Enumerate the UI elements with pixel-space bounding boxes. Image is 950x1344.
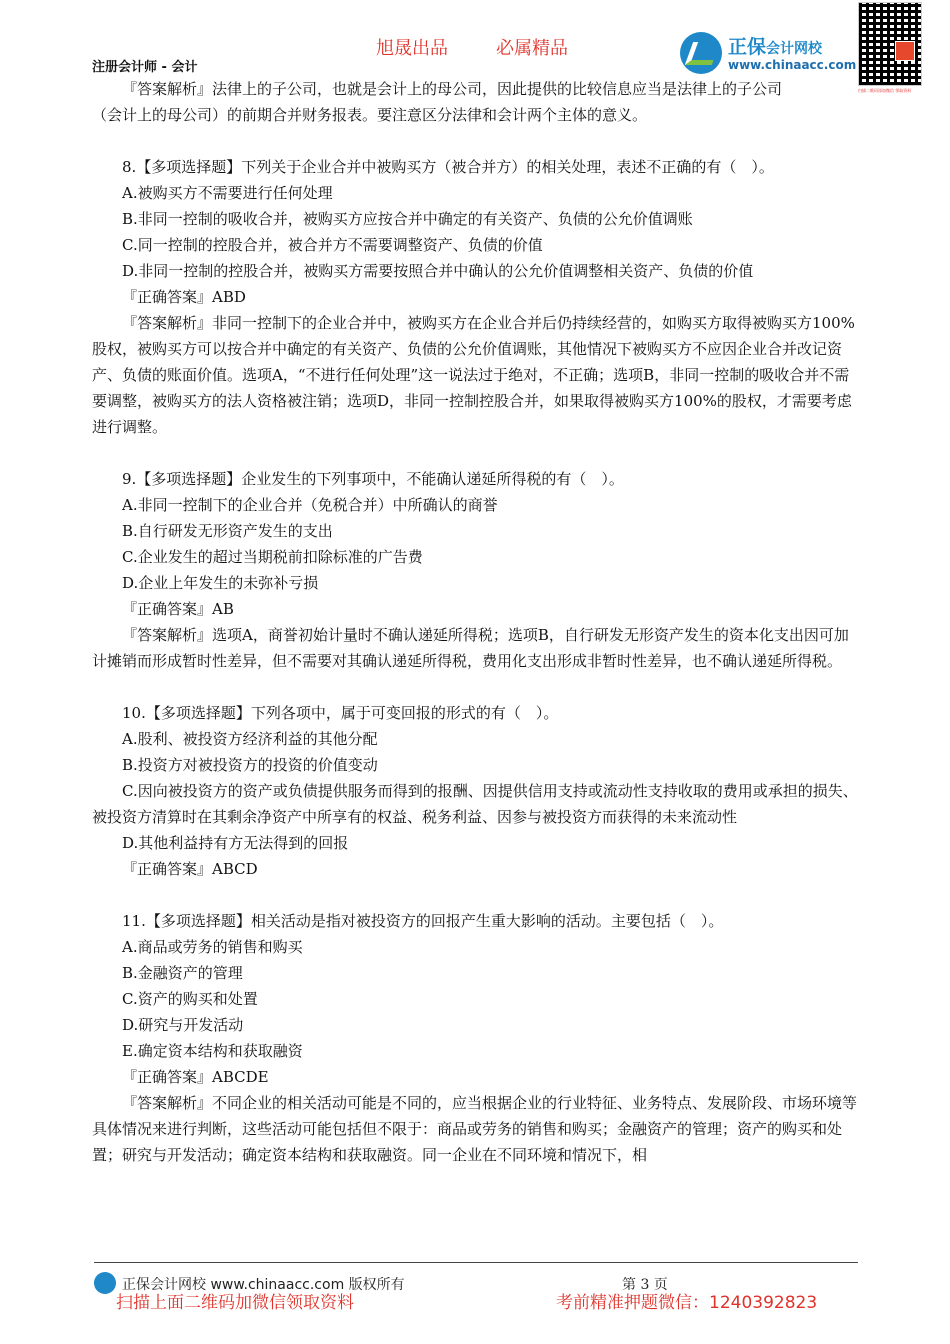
answer: 『正确答案』AB	[122, 600, 234, 618]
slogan-left: 旭晟出品	[376, 38, 448, 59]
footer-copyright: 正保会计网校 www.chinaacc.com 版权所有	[122, 1277, 405, 1293]
answer: 『正确答案』ABCD	[122, 860, 258, 878]
question-stem: 9.【多项选择题】企业发生的下列事项中，不能确认递延所得税的有（ ）。	[122, 470, 624, 488]
question-stem: 11.【多项选择题】相关活动是指对被投资方的回报产生重大影响的活动。主要包括（ ）。	[122, 912, 724, 930]
answer: 『正确答案』ABD	[122, 288, 246, 306]
footer-divider	[94, 1262, 858, 1263]
footer-promo-right: 考前精准押题微信：1240392823	[556, 1293, 818, 1313]
qr-code-icon	[858, 2, 922, 86]
slogan-right: 必属精品	[496, 38, 568, 59]
option: B.投资方对被投资方的投资的价值变动	[122, 756, 378, 774]
option: A.被购买方不需要进行任何处理	[122, 184, 333, 202]
logo-icon	[680, 32, 722, 74]
answer: 『正确答案』ABCDE	[122, 1068, 269, 1086]
intro-line: （会计上的母公司）的前期合并财务报表。要注意区分法律和会计两个主体的意义。	[92, 106, 648, 124]
option: C.资产的购买和处置	[122, 990, 258, 1008]
option: E.确定资本结构和获取融资	[122, 1042, 303, 1060]
logo-sub: 会计网校	[766, 41, 823, 57]
question-stem: 8.【多项选择题】下列关于企业合并中被购买方（被合并方）的相关处理，表述不正确的有（ ）。	[122, 158, 774, 176]
option: A.非同一控制下的企业合并（免税合并）中所确认的商誉	[122, 496, 498, 514]
option: B.自行研发无形资产发生的支出	[122, 522, 333, 540]
option: C.同一控制的控股合并，被合并方不需要调整资产、负债的价值	[122, 236, 543, 254]
option: C.企业发生的超过当期税前扣除标准的广告费	[122, 548, 423, 566]
footer-promo-left: 扫描上面二维码加微信领取资料	[116, 1293, 354, 1313]
logo-title	[728, 32, 822, 59]
qr-badge-icon	[895, 41, 915, 61]
doc-title: 注册会计师 - 会计	[92, 60, 198, 75]
option: A.股利、被投资方经济利益的其他分配	[122, 730, 378, 748]
logo-name: 正保	[728, 36, 767, 58]
question-stem: 10.【多项选择题】下列各项中，属于可变回报的形式的有（ ）。	[122, 704, 559, 722]
qr-note: 扫描二维码添加微信 领取资料	[858, 88, 912, 93]
option: D.其他利益持有方无法得到的回报	[122, 834, 349, 852]
footer-logo-icon	[94, 1272, 116, 1294]
analysis: 『答案解析』非同一控制下的企业合并中，被购买方在企业合并后仍持续经营的，如购买方取得被购买方100%股权，被购买方可以按合并中确定的有关资产、负债的公允价值调账，其他情况下被购买方不应因企业合并改记资产、负债的账面价值。选项A，“不进行任何处理”这一说法过于绝对，不正确；选项B，非同一控制的吸收合并不需要调整，被购买方的法人资格被注销；选项D，非同一控制控股合并，如果取得被购买方100%的股权，才需要考虑进行调整。	[92, 314, 855, 436]
brand-logo[interactable]	[680, 30, 860, 78]
option: D.企业上年发生的未弥补亏损	[122, 574, 319, 592]
page-number: 第 3 页	[622, 1277, 668, 1293]
option: C.因向被投资方的资产或负债提供服务而得到的报酬、因提供信用支持或流动性支持收取的费用或承担的损失、被投资方清算时在其剩余净资产中所享有的权益、税务利益、因参与被投资方而获得的未来流动性	[92, 782, 858, 826]
option: B.金融资产的管理	[122, 964, 243, 982]
intro-line: 『答案解析』法律上的子公司，也就是会计上的母公司，因此提供的比较信息应当是法律上的子公司	[122, 80, 783, 98]
analysis: 『答案解析』不同企业的相关活动可能是不同的，应当根据企业的行业特征、业务特点、发展阶段、市场环境等具体情况来进行判断，这些活动可能包括但不限于：商品或劳务的销售和购买；金融资产的管理；资产的购买和处置；研究与开发活动；确定资本结构和获取融资。同一企业在不同环境和情况下，相	[92, 1094, 858, 1164]
analysis: 『答案解析』选项A，商誉初始计量时不确认递延所得税；选项B，自行研发无形资产发生的资本化支出因可加计摊销而形成暂时性差异，但不需要对其确认递延所得税，费用化支出形成非暂时性差异，也不确认递延所得税。	[92, 626, 849, 670]
option: A.商品或劳务的销售和购买	[122, 938, 303, 956]
option: B.非同一控制的吸收合并，被购买方应按合并中确定的有关资产、负债的公允价值调账	[122, 210, 693, 228]
option: D.研究与开发活动	[122, 1016, 244, 1034]
logo-url: www.chinaacc.com	[728, 58, 857, 72]
document-body	[92, 76, 860, 1168]
option: D.非同一控制的控股合并，被购买方需要按照合并中确认的公允价值调整相关资产、负债的价值	[122, 262, 754, 280]
